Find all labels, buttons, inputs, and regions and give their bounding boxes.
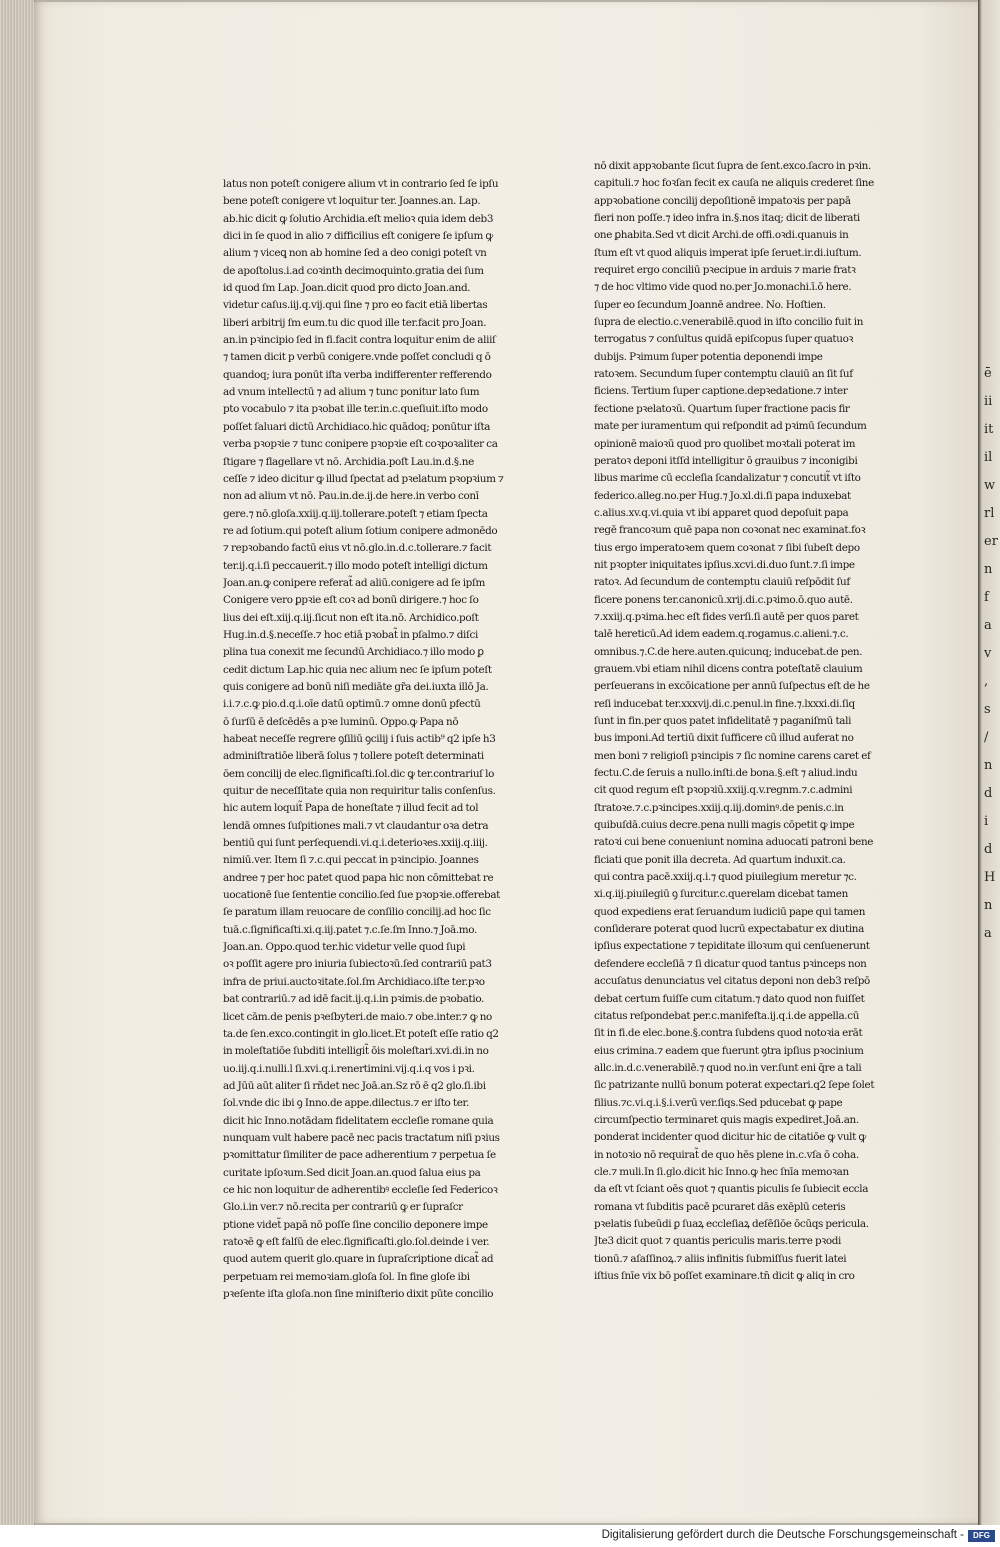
right-column-line: ipſius expectatione ⁊ tepiditate illoꝛum qui cenſuenerunt <box>594 940 870 953</box>
right-column-line: cit quod regum eſt pꝛopꝛiū.xxiij.q.v.regnm.⁊.c.admini <box>594 784 853 797</box>
left-column-line: pto vocabulo ⁊ ita pꝛobat ille ter.in.c.queſiuit.iſto modo <box>223 403 488 416</box>
left-column-line: ⁊ repꝛobando factū eius vt nō.glo.in.d.c.tollerare.⁊ facit <box>223 542 492 555</box>
right-column-line: debat certum fuiſſe cum citatum.⁊ dato quod non fuiſſet <box>594 992 865 1005</box>
right-column-line: ficiens. Tertium ſuper captione.depꝛedatione.⁊ inter <box>594 385 848 398</box>
right-column-line: cle.⁊ muli.In ſi.glo.dicit hic Inno.ꝙ hec ſnīa memoꝛan <box>594 1165 849 1178</box>
right-column-line: in notoꝛio nō requirat̃ de quo hēs plene in.c.vſa ō coha. <box>594 1148 859 1161</box>
left-column-line: videtur caſus.iij.q.vij.qui ſine ⁊ pro eo facit etiā libertas <box>223 299 488 312</box>
right-column-line: appꝛobatione concilij depoſitionē impatoꝛis per papā <box>594 194 851 207</box>
right-column-line: fectione pꝛelatoꝛū. Quartum ſuper fractione pacis fir <box>594 402 850 415</box>
right-column-line: ſtratoꝛe.⁊.c.pꝛincipes.xxiij.q.iij.dominꝰ.de penis.c.in <box>594 801 844 814</box>
right-column-line: peratoꝛ deponi itſſd intelligitur ō grauibus ⁊ inconigibi <box>594 454 858 467</box>
left-column-line: bat contrariū.⁊ ad idē facit.ij.q.i.in pꝛimis.de pꝛobatio. <box>223 993 485 1006</box>
right-column-line: iſtius ſnīe vix bō poſſet examinare.tn̄ dicit ꝙ aliq in cro <box>594 1270 855 1282</box>
left-column-line: ta.de ſen.exco.contingit in glo.licet.Et poteſt eſſe ratio q2 <box>223 1027 499 1040</box>
right-column-line: talē hereticū.Ad idem eadem.q.rogamus.c.alieni.⁊.c. <box>594 628 849 641</box>
left-column-line: nimiū.ver. Item ſi ⁊.c.qui peccat in pꝛincipio. Joannes <box>223 854 479 867</box>
right-column-line: ſit in fi.de elec.bone.§.contra ſubdens quod notoꝛia erāt <box>594 1027 863 1040</box>
right-column-line: men boni ⁊ religioſi pꝛincipis ⁊ ſic nomine carens caret ef <box>594 749 871 762</box>
right-column-line: ratoꝛi cui bene conueniunt nomina aduocati patroni bene <box>594 836 874 849</box>
left-column-line: quandoq; iura ponūt iſta verba indifferenter refferendo <box>223 368 492 381</box>
left-column-line: habeat neceſſe regrere ꝯſiliū ꝯcilij i ſuis actib⁹ q2 ipſe h3 <box>223 733 496 745</box>
funding-notice: Digitalisierung gefördert durch die Deutsche Forschungsgemeinschaft - <box>601 1529 964 1541</box>
left-column-line: poſſet ſaluari dictū Archidiaco.hic quādoq; ponūtur iſta <box>223 420 491 433</box>
right-column-line: reſi inducebat ter.xxxvij.di.c.penul.in fine.⁊.lxxxi.di.ſiq <box>594 697 855 710</box>
left-column-line: Joan.an. Oppo.quod ter.hic videtur velle quod ſupi <box>223 941 466 954</box>
left-column-line: quis conigere ad bonū niſi mediāte gr̃a dei.iuxta illō Ja. <box>223 680 489 693</box>
left-column-line: ab.hic dicit ꝙ ſolutio Archidia.eſt melioꝛ quia idem deb3 <box>223 212 494 225</box>
left-column-line: perpetuam rei memoꝛiam.gloſa ſol. In fine gloſe ibi <box>223 1270 470 1283</box>
right-column-line: c.alius.xv.q.vi.quia vt ibi apparet quod depoſuit papa <box>594 506 849 519</box>
left-column-line: non ad alium vt nō. Pau.in.de.ij.de here.in verbo conī <box>223 490 479 503</box>
right-column-line: filius.⁊c.vi.q.i.§.i.verū ver.ſiqs.Sed pducebat ꝙ pape <box>594 1096 843 1109</box>
left-column-line: adminiſtratiōe liberā ſolus ⁊ tollere poteſt determinati <box>223 750 484 763</box>
right-column-line: accuſatus denunciatus vel citatus deponi non deb3 reſpō <box>594 975 870 988</box>
left-column-line: lius dei eſt.xiij.q.iij.ſicut non eſt ita.nō. Archidico.poſt <box>223 611 479 624</box>
right-column-line: ſic patrizante nullū bonum poterat expectari.q2 ſepe ſolet <box>594 1079 875 1092</box>
left-column-line: i.i.⁊.c.ꝙ pio.d.q.i.oīe datū optimū.⁊ omne donū pfectū <box>223 698 481 711</box>
left-column-line: ſtigare ⁊ flagellare vt nō. Archidia.poſt Lau.in.d.§.ne <box>223 455 474 468</box>
right-column-line: ſupra de electio.c.venerabilē.quod in iſto concilio fuit in <box>594 316 864 329</box>
right-column-line: ſuper eo ſecundum Joannē andree. No. Hoſtien. <box>594 298 826 311</box>
left-column-line: ter.ij.q.i.ſi peccauerit.⁊ illo modo poteſt intelligi dictum <box>223 559 488 572</box>
right-column-line: tius ergo imperatoꝛem quem coꝛonat ⁊ ſibi ſubeſt depo <box>594 541 860 554</box>
left-column-line: quod autem querit glo.quare in ſupraſcriptione dicat̃ ad <box>223 1253 494 1266</box>
left-column-line: ⁊ tamen dicit p verbū conigere.vnde poſſet concludi q ō <box>223 351 491 364</box>
left-column-line: Hug.in.d.§.neceſſe.⁊ hoc etiā pꝛobat̃ in pſalmo.⁊ diſci <box>223 628 478 641</box>
left-column-line: plina tua conexit me ſecundū Archidiaco.⁊ illo modo ꝑ <box>223 646 484 659</box>
left-column-line: ōem concilij de elec.ſignificaſti.ſol.dic ꝙ ter.contrariuſ lo <box>223 767 495 780</box>
right-column-line: one ꝑhabita.Sed vt dicit Archi.de offi.oꝛdi.quanuis in <box>594 229 849 242</box>
left-column-line: Joan.an.ꝙ conipere referat̃ ad aliū.conigere ad ſe ipſm <box>223 576 485 589</box>
left-column-line: Glo.i.in ver.⁊ nō.recita per contrariū ꝙ er ſupraſcr <box>223 1201 463 1214</box>
right-column-line: capituli.⁊ hoc foꝛſan fecit ex cauſa ne aliquis crederet ſine <box>594 177 874 190</box>
right-column-line: pꝛelatis ſubeūdi ꝑ ſuaꝝ eccleſiaꝝ deſēſiōe ōcūqs pericula. <box>594 1217 869 1230</box>
right-column-line: federico.alleg.no.per Hug.⁊ Jo.xl.di.ſi papa induxebat <box>594 489 851 502</box>
next-page-edge <box>978 0 1000 1525</box>
right-column-line: eius crimina.⁊ eadem que fuerunt ꝯtra ipſius pꝛocinium <box>594 1044 864 1057</box>
left-column-line: cedit dictum Lap.hic quia nec alium nec ſe ipſum poteſt <box>223 663 492 676</box>
left-column-line: ad vnum intellectū ⁊ ad alium ⁊ tunc ponitur lato ſum <box>223 386 480 399</box>
left-column-line: curitate ipſoꝛum.Sed dicit Joan.an.quod ſalua eius pa <box>223 1166 481 1179</box>
left-column-line: latus non poteſt conigere alium vt in contrario ſed ſe ipſu <box>223 178 499 190</box>
right-column-line: mate per iuramentum qui reſpondit ad pꝛimū ſecundum <box>594 420 867 433</box>
right-column-line: ⁊.xxiij.q.pꝛima.hec eſt fides verſi.ſi autē per quos paret <box>594 610 859 623</box>
right-column-line: conſiderare poterat quod lucrū expectabatur ex diutina <box>594 923 864 936</box>
right-column-line: circumſpectio terminaret quis magis expediret.Joā.an. <box>594 1113 859 1126</box>
left-column-line: gere.⁊ nō.gloſa.xxiij.q.iij.tollerare.poteſt ⁊ etiam ſpecta <box>223 507 488 520</box>
left-column-line: nunquam vult habere pacē nec pacis tractatum niſi pꝛius <box>223 1131 500 1144</box>
right-text-column <box>594 158 943 1285</box>
right-column-line: omnibus.⁊.C.de here.auten.quicunq; inducebat.de pen. <box>594 645 863 658</box>
right-column-line: libus marime cū eccleſia ſcandalizatur ⁊ concutit̃ vt iſto <box>594 472 861 485</box>
right-column-line: romana vt ſubditis pacē pcuraret dās exēplū ceteris <box>594 1200 846 1213</box>
left-column-line: de apoſtolus.i.ad coꝛinth decimoquinto.gratia dei ſum <box>223 264 484 277</box>
left-column-line: dici in ſe quod in alio ⁊ difficilius eſt conigere ſe ipſum ꝙ <box>223 230 493 243</box>
right-column-line: qui contra pacē.xxiij.q.i.⁊ quod piuilegium meretur ⁊c. <box>594 871 857 884</box>
left-column-line: in moleſtatiōe ſubditi intelligit̃ ōis moleſtari.xvi.di.in no <box>223 1045 489 1058</box>
left-column-line: uo.iij.q.i.nulli.l ſi.xvi.q.i.renertimini.vij.q.i.q vos i pꝛi. <box>223 1062 475 1075</box>
left-column-line: licet cām.de penis pꝛeſbyteri.de maio.⁊ obe.inter.⁊ ꝙ no <box>223 1010 492 1023</box>
right-column-line: quod expediens erat ſeruandum iudiciū pape qui tamen <box>594 905 866 918</box>
left-column-line: liberi arbitrij ſm eum.tu dic quod ille ter.facit pro Joan. <box>223 316 487 329</box>
right-column-line: fieri non poſſe.⁊ ideo infra in.§.nos itaq; dicit de liberati <box>594 212 860 225</box>
right-column-line: ficere ponens ter.canonicū.xrij.di.c.pꝛimo.ō.quo autē. <box>594 593 853 606</box>
left-text-column <box>223 176 576 1303</box>
left-column-line: hic autem loquit̃ Papa de honeſtate ⁊ illud fecit ad tol <box>223 802 479 815</box>
footer-bar <box>0 1525 1000 1547</box>
left-column-line: tuā.c.ſignificaſti.xi.q.iij.patet ⁊.c.ſe.ſm Inno.⁊ Joā.mo. <box>223 923 477 936</box>
right-column-line: ratoꝛem. Secundum ſuper contemptu clauiū an ſit ſuf <box>594 368 853 381</box>
right-column-line: ratoꝛ. Ad ſecundum de contemptu clauiū reſpōdit ſuf <box>594 576 850 589</box>
dfg-logo: DFG <box>968 1530 995 1542</box>
left-column-line: dicit hic Inno.notādam fidelitatem eccleſie romane quia <box>223 1114 494 1127</box>
right-column-line: ⁊ de hoc vltimo vide quod no.per Jo.monachi.ī.ō here. <box>594 281 852 294</box>
book-page-edges <box>0 0 35 1525</box>
right-column-line: xi.q.iij.piuilegiū ꝯ ſurcitur.c.querelam dicebat tamen <box>594 888 848 901</box>
left-column-line: quitur de neceſſitate quia non requiritur talis conſenſus. <box>223 785 496 798</box>
right-column-line: ponderat incidenter quod dicitur hic de citatiōe ꝙ vult ꝙ <box>594 1131 866 1144</box>
left-column-line: andree ⁊ per hoc patet quod papa hic non cōmittebat re <box>223 871 494 884</box>
left-column-line: lendā omnes ſuſpitiones mali.⁊ vt claudantur oꝛa detra <box>223 819 489 832</box>
right-column-line: perſeuerans in excōicatione per annū ſuſpectus eſt de he <box>594 680 870 693</box>
right-column-line: fectu.C.de ſeruis a nullo.inſti.de bona.§.eſt ⁊ aliud.indu <box>594 767 858 780</box>
right-column-line: grauem.vbi etiam nihil dicens contra poteſtatē clauium <box>594 662 863 675</box>
right-column-line: regē francoꝛum quē papa non coꝛonat nec examinat.foꝛ <box>594 524 866 537</box>
left-column-line: ō ſurſū ē deſcēdēs a pꝛe luminū. Oppo.ꝙ Papa nō <box>223 715 459 728</box>
right-column-line: ſunt in fin.per quos patet infidelitatē ⁊ paganiſmū tali <box>594 715 852 727</box>
left-column-line: an.in pꝛincipio ſed in fi.facit contra loquitur enim de aliiſ <box>223 334 496 347</box>
right-column-line: quibuſdā.cuius decre.pena nulli magis cōpetit ꝙ impe <box>594 819 855 832</box>
right-column-line: tionū.⁊ aſaſſinoꝝ.⁊ aliis infinitis ſubmiſſus fuerit latei <box>594 1252 847 1265</box>
right-column-line: allc.in.d.c.venerabilē.⁊ quod no.in ver.ſunt eni q̄re a tali <box>594 1061 862 1074</box>
left-column-line: infra de priui.auctoꝛitate.ſol.ſm Archidiaco.iſte ter.pꝛo <box>223 975 485 988</box>
left-column-line: ad Jūū aūt aliter ſi rñdet nec Joā.an.Sz rō ē q2 glo.ſi.ibi <box>223 1079 486 1092</box>
left-column-line: pꝛomittatur ſimiliter de pace adherentium ⁊ perpetua ſe <box>223 1149 496 1162</box>
right-column-line: opinionē maioꝛū quod pro quolibet moꝛtali poterat im <box>594 437 856 450</box>
left-column-line: ratoꝛē ꝙ eſt falſū de elec.ſignificaſti.glo.ſol.deinde i ver. <box>223 1235 490 1248</box>
left-column-line: Conigere vero ꝑpꝛie eſt coꝛ ad bonū dirigere.⁊ hoc ſo <box>223 594 479 607</box>
right-column-line: citatus reſpondebat per.c.manifeſta.ij.q.i.de appella.cū <box>594 1009 860 1022</box>
right-column-line: ficiati que ponit illa decreta. Ad quartum induxit.ca. <box>594 853 846 866</box>
left-column-line: ce hic non loquitur de adherentibꝰ eccleſie ſed Federicoꝛ <box>223 1183 498 1196</box>
right-column-line: nō dixit appꝛobante ſicut ſupra de ſent.exco.ſacro in pꝛin. <box>594 160 871 172</box>
left-column-line: oꝛ poſſit agere pro iniuria ſubiectoꝛū.ſed contrariū pat3 <box>223 958 492 971</box>
right-column-line: defendere eccleſiā ⁊ ſi dicatur quod tantus pꝛinceps non <box>594 957 867 970</box>
left-column-line: uocationē ſue ſententie concilio.ſed ſue pꝛopꝛie.offerebat <box>223 889 500 902</box>
left-column-line: verba pꝛopꝛie ⁊ tunc conipere pꝛopꝛie eſt coꝛpoꝛaliter ca <box>223 438 498 451</box>
left-column-line: ſe paratum illam reuocare de conſilio concilij.ad hoc ſic <box>223 906 491 919</box>
left-column-line: ſol.vnde dic ibi ꝯ Inno.de appe.dilectus.⁊ er iſto ter. <box>223 1097 469 1110</box>
right-column-line: terrogatus ⁊ conſultus quidā epiſcopus ſuper quatuoꝛ <box>594 333 854 346</box>
right-column-line: dubijs. Pꝛimum ſuper potentia deponendi impe <box>594 350 823 363</box>
right-column-line: da eſt vt ſciant oēs quot ⁊ quantis piculis ſe ſubiecit eccla <box>594 1183 869 1196</box>
left-column-line: bene poteſt conigere vt loquitur ter. Joannes.an. Lap. <box>223 195 481 208</box>
right-column-line: Jte3 dicit quot ⁊ quantis periculis maris.terre pꝛodi <box>594 1235 842 1248</box>
left-column-line: pꝛeſente iſta gloſa.non ſine miniſterio dixit pūte concilio <box>223 1288 494 1300</box>
right-column-line: ſtum eſt vt quod aliquis imperat ipſe ſeruet.ir.di.iuſtum. <box>594 246 862 259</box>
left-column-line: alium ⁊ viceꝗ non ab homine ſed a deo conigi poteſt vn <box>223 247 487 260</box>
right-column-line: requiret ergo conciliū pꝛecipue in arduis ⁊ marie fratꝛ <box>594 264 856 277</box>
left-column-line: id quod ſm Lap. Joan.dicit quod pro dicto Joan.and. <box>223 282 471 295</box>
left-column-line: ceſſe ⁊ ideo dicitur ꝙ illud ſpectat ad pꝛelatum pꝛopꝛium ⁊ <box>223 472 504 485</box>
next-page-text-fragment: ē ii it il w rl er n f a v , s / n d i d H n a <box>984 366 998 941</box>
left-column-line: ptione videt̃ papā nō poſſe ſine concilio deponere impe <box>223 1218 488 1231</box>
right-column-line: bus imponi.Ad tertiū dixit ſufficere cū illud auferat no <box>594 732 854 745</box>
right-column-line: nit pꝛopter iniquitates ipſius.xcvi.di.duo ſunt.⁊.ſi impe <box>594 558 855 571</box>
left-column-line: bentiū qui ſunt perſequendi.vi.q.i.deterioꝛes.xxiij.q.iiij. <box>223 837 488 850</box>
left-column-line: re ad ſotium.qui poteſt alium ſotium conipere admonēdo <box>223 524 498 537</box>
